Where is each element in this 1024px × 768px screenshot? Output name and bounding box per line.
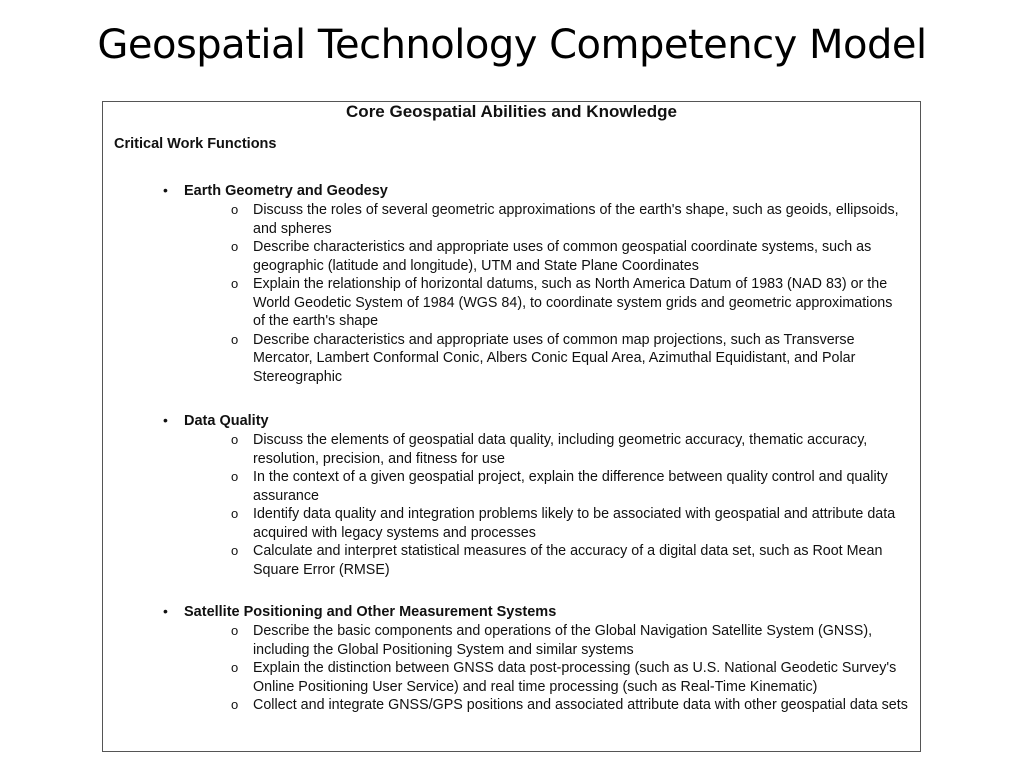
list-item: [103, 331, 920, 387]
circle-bullet-icon: o: [231, 469, 239, 484]
section-data-quality: [103, 412, 920, 579]
slide-title: Geospatial Technology Competency Model: [97, 22, 927, 68]
list-item-text: Explain the distinction between GNSS data post-processing (such as U.S. National Geodetic Survey's Online Positioning User Service) and real time processing (such as Real-Time Kinematic): [253, 660, 897, 695]
list-item: [103, 696, 920, 715]
critical-work-functions-label: Critical Work Functions: [114, 136, 277, 152]
list-item: [103, 659, 920, 696]
list-item: [103, 505, 920, 542]
list-item-text: Describe characteristics and appropriate uses of common geospatial coordinate systems, such as geographic (latitude and longitude), UTM and State Plane Coordinates: [253, 239, 872, 274]
section-satellite-positioning: [103, 603, 920, 715]
list-item: [103, 238, 920, 275]
circle-bullet-icon: o: [231, 202, 239, 217]
section-title: Data Quality: [184, 413, 269, 429]
list-item-text: Explain the relationship of horizontal datums, such as North America Datum of 1983 (NAD 83) or the World Geodetic System of 1984 (WGS 84), to coordinate system grids and geometric approximations of the earth's shape: [253, 276, 893, 329]
list-item-text: Discuss the roles of several geometric approximations of the earth's shape, such as geoids, ellipsoids, and spheres: [253, 202, 899, 237]
circle-bullet-icon: o: [231, 239, 239, 254]
list-item-text: Identify data quality and integration problems likely to be associated with geospatial and attribute data acquired with legacy systems and processes: [253, 506, 896, 541]
list-item: [103, 542, 920, 579]
list-item-text: Collect and integrate GNSS/GPS positions and associated attribute data with other geospatial data sets: [253, 697, 908, 713]
list-item: [103, 201, 920, 238]
circle-bullet-icon: o: [231, 331, 239, 347]
circle-bullet-icon: o: [231, 432, 239, 447]
circle-bullet-icon: o: [231, 506, 239, 521]
bullet-icon: •: [163, 603, 168, 619]
list-item: [103, 622, 920, 659]
circle-bullet-icon: o: [231, 660, 239, 675]
list-item-text: Describe characteristics and appropriate uses of common map projections, such as Transverse Mercator, Lambert Conformal Conic, Albers Conic Equal Area, Azimuthal Equidistant, and Polar Stereographic: [253, 331, 856, 385]
list-item-text: In the context of a given geospatial project, explain the difference between quality control and quality assurance: [253, 469, 888, 504]
section-header: [103, 412, 920, 431]
section-earth-geometry: [103, 182, 920, 386]
section-title: Satellite Positioning and Other Measurement Systems: [184, 604, 557, 620]
bullet-icon: •: [163, 182, 168, 198]
list-item: [103, 468, 920, 505]
circle-bullet-icon: o: [231, 276, 239, 291]
circle-bullet-icon: o: [231, 543, 239, 558]
bullet-icon: •: [163, 412, 168, 428]
section-header: [103, 182, 920, 201]
list-item-text: Discuss the elements of geospatial data quality, including geometric accuracy, thematic accuracy, resolution, precision, and fitness for use: [253, 432, 868, 467]
list-item-text: Describe the basic components and operations of the Global Navigation Satellite System (GNSS), including the Global Positioning System and similar systems: [253, 623, 873, 658]
document-heading: Core Geospatial Abilities and Knowledge: [346, 102, 677, 121]
list-item: [103, 275, 920, 331]
circle-bullet-icon: o: [231, 697, 239, 712]
section-title: Earth Geometry and Geodesy: [184, 183, 388, 199]
section-header: [103, 603, 920, 622]
list-item: [103, 431, 920, 468]
document-image: [102, 101, 921, 752]
circle-bullet-icon: o: [231, 623, 239, 638]
list-item-text: Calculate and interpret statistical measures of the accuracy of a digital data set, such as Root Mean Square Error (RMSE): [253, 543, 883, 578]
